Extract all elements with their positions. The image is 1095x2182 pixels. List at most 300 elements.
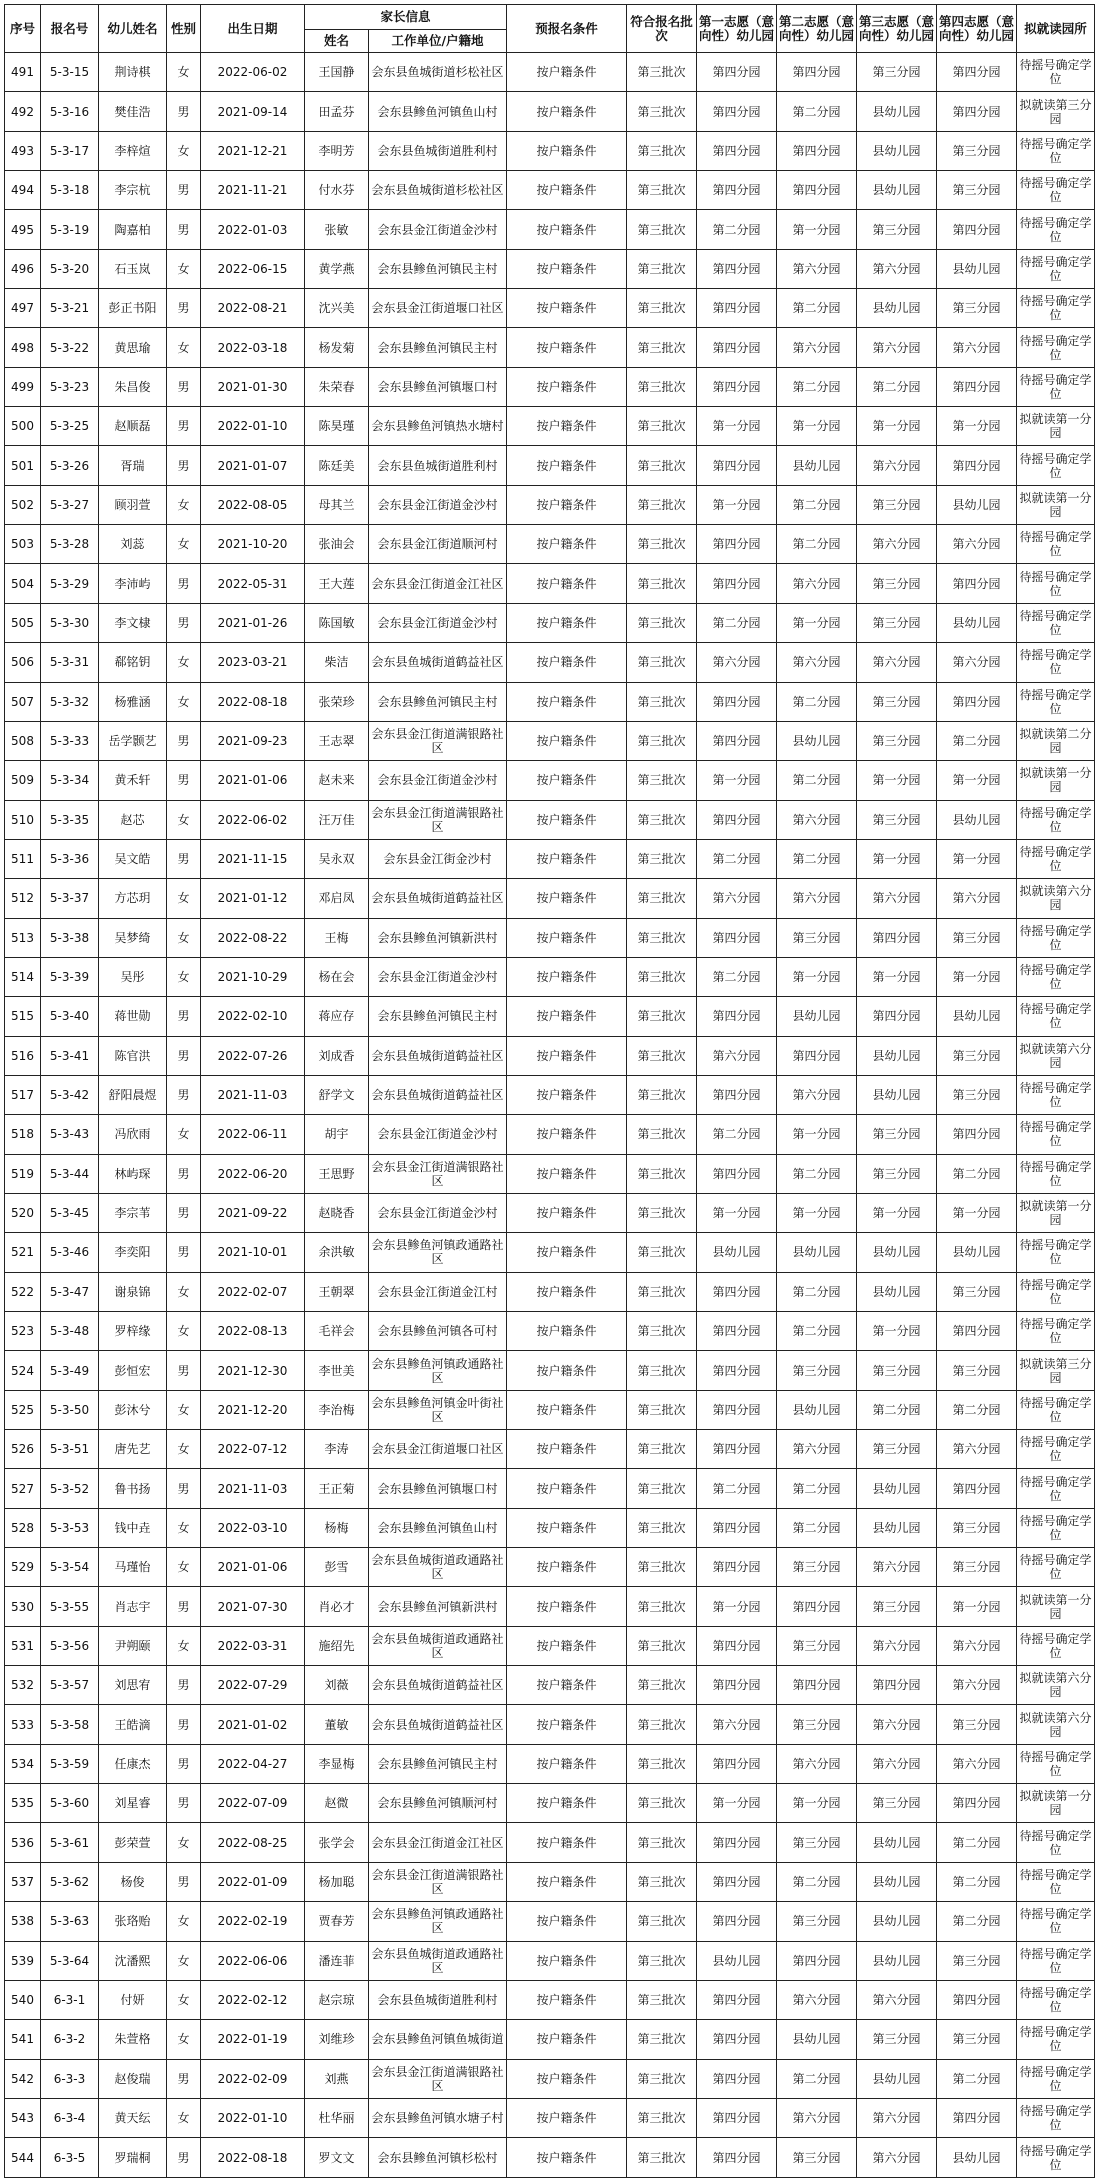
cell-child-name: 黄天纭 (99, 2098, 167, 2137)
cell-choice-2: 第六分园 (777, 1075, 857, 1114)
cell-gender: 男 (167, 407, 201, 446)
cell-choice-1: 第四分园 (697, 1390, 777, 1429)
cell-dob: 2022-01-09 (201, 1862, 305, 1901)
cell-dob: 2021-09-23 (201, 721, 305, 760)
cell-result: 待摇号确定学位 (1017, 2138, 1095, 2178)
cell-choice-2: 第三分园 (777, 1705, 857, 1744)
cell-parent-name: 陈昊瑾 (305, 407, 369, 446)
cell-parent-name: 黄学燕 (305, 249, 369, 288)
cell-result: 待摇号确定学位 (1017, 367, 1095, 406)
cell-result: 拟就读第一分园 (1017, 1784, 1095, 1823)
table-row (5, 1902, 1095, 1941)
cell-seq: 504 (5, 564, 41, 603)
cell-choice-4: 第六分园 (937, 1666, 1017, 1705)
cell-parent-name: 李明芳 (305, 131, 369, 170)
cell-condition: 按户籍条件 (507, 997, 627, 1036)
cell-choice-3: 第一分园 (857, 1193, 937, 1232)
cell-reg-no: 5-3-28 (41, 525, 99, 564)
cell-parent-name: 李涛 (305, 1430, 369, 1469)
cell-parent-addr: 会东县金江街道堰口社区 (369, 289, 507, 328)
cell-child-name: 李文棣 (99, 603, 167, 642)
cell-parent-addr: 会东县鱼城街道鹤益社区 (369, 1705, 507, 1744)
cell-choice-4: 第三分园 (937, 1351, 1017, 1390)
cell-choice-3: 第六分园 (857, 879, 937, 918)
table-row (5, 1469, 1095, 1508)
cell-condition: 按户籍条件 (507, 800, 627, 839)
cell-child-name: 胥瑞 (99, 446, 167, 485)
table-row (5, 1430, 1095, 1469)
cell-choice-2: 第一分园 (777, 957, 857, 996)
cell-reg-no: 5-3-38 (41, 918, 99, 957)
cell-batch: 第三批次 (627, 249, 697, 288)
cell-dob: 2022-08-18 (201, 682, 305, 721)
table-row (5, 564, 1095, 603)
cell-parent-addr: 会东县金江街道金沙村 (369, 603, 507, 642)
cell-dob: 2022-01-19 (201, 2020, 305, 2059)
cell-result: 待摇号确定学位 (1017, 1312, 1095, 1351)
cell-condition: 按户籍条件 (507, 171, 627, 210)
cell-batch: 第三批次 (627, 131, 697, 170)
cell-batch: 第三批次 (627, 210, 697, 249)
cell-dob: 2021-01-12 (201, 879, 305, 918)
cell-choice-4: 第三分园 (937, 171, 1017, 210)
cell-condition: 按户籍条件 (507, 131, 627, 170)
cell-choice-4: 第二分园 (937, 1390, 1017, 1429)
cell-gender: 男 (167, 171, 201, 210)
cell-result: 待摇号确定学位 (1017, 289, 1095, 328)
cell-condition: 按户籍条件 (507, 1115, 627, 1154)
cell-choice-4: 第四分园 (937, 564, 1017, 603)
cell-seq: 526 (5, 1430, 41, 1469)
table-header (5, 5, 1095, 53)
cell-parent-name: 罗文文 (305, 2138, 369, 2178)
cell-result: 待摇号确定学位 (1017, 2059, 1095, 2098)
cell-seq: 508 (5, 721, 41, 760)
cell-seq: 513 (5, 918, 41, 957)
cell-child-name: 荆诗棋 (99, 53, 167, 92)
cell-child-name: 李梓煊 (99, 131, 167, 170)
table-row (5, 1862, 1095, 1901)
cell-choice-2: 第三分园 (777, 918, 857, 957)
table-row (5, 1312, 1095, 1351)
cell-parent-name: 杨梅 (305, 1508, 369, 1547)
cell-gender: 女 (167, 1272, 201, 1311)
cell-result: 拟就读第六分园 (1017, 879, 1095, 918)
cell-dob: 2022-02-12 (201, 1980, 305, 2019)
cell-choice-2: 第二分园 (777, 525, 857, 564)
cell-batch: 第三批次 (627, 53, 697, 92)
cell-reg-no: 5-3-49 (41, 1351, 99, 1390)
cell-gender: 女 (167, 918, 201, 957)
cell-gender: 男 (167, 2059, 201, 2098)
cell-batch: 第三批次 (627, 1508, 697, 1547)
cell-condition: 按户籍条件 (507, 2020, 627, 2059)
cell-choice-1: 第四分园 (697, 1548, 777, 1587)
cell-child-name: 付妍 (99, 1980, 167, 2019)
cell-reg-no: 5-3-31 (41, 643, 99, 682)
cell-dob: 2021-11-21 (201, 171, 305, 210)
cell-dob: 2022-08-25 (201, 1823, 305, 1862)
cell-seq: 538 (5, 1902, 41, 1941)
table-row (5, 1075, 1095, 1114)
cell-result: 待摇号确定学位 (1017, 328, 1095, 367)
cell-parent-addr: 会东县金江街道金沙村 (369, 210, 507, 249)
cell-gender: 女 (167, 1430, 201, 1469)
cell-child-name: 鲁书扬 (99, 1469, 167, 1508)
cell-batch: 第三批次 (627, 603, 697, 642)
cell-gender: 男 (167, 1587, 201, 1626)
table-row (5, 1705, 1095, 1744)
cell-gender: 女 (167, 1626, 201, 1665)
cell-reg-no: 5-3-47 (41, 1272, 99, 1311)
cell-choice-1: 县幼儿园 (697, 1941, 777, 1980)
cell-result: 拟就读第三分园 (1017, 1351, 1095, 1390)
cell-seq: 493 (5, 131, 41, 170)
cell-batch: 第三批次 (627, 525, 697, 564)
table-row (5, 839, 1095, 878)
cell-choice-2: 第二分园 (777, 92, 857, 131)
cell-choice-3: 第六分园 (857, 643, 937, 682)
cell-choice-3: 第六分园 (857, 1548, 937, 1587)
cell-parent-name: 朱荣春 (305, 367, 369, 406)
cell-choice-3: 县幼儿园 (857, 171, 937, 210)
cell-choice-1: 第二分园 (697, 957, 777, 996)
cell-reg-no: 5-3-59 (41, 1744, 99, 1783)
cell-choice-3: 第三分园 (857, 2020, 937, 2059)
cell-batch: 第三批次 (627, 1469, 697, 1508)
table-body (5, 53, 1095, 2178)
cell-choice-2: 第六分园 (777, 564, 857, 603)
cell-gender: 女 (167, 485, 201, 524)
cell-choice-3: 第三分园 (857, 1587, 937, 1626)
cell-choice-3: 县幼儿园 (857, 1862, 937, 1901)
cell-reg-no: 5-3-43 (41, 1115, 99, 1154)
table-row (5, 721, 1095, 760)
cell-reg-no: 5-3-50 (41, 1390, 99, 1429)
cell-seq: 530 (5, 1587, 41, 1626)
cell-choice-4: 第三分园 (937, 1941, 1017, 1980)
cell-choice-3: 县幼儿园 (857, 289, 937, 328)
cell-condition: 按户籍条件 (507, 957, 627, 996)
cell-parent-addr: 会东县鱼城街道鹤益社区 (369, 643, 507, 682)
cell-condition: 按户籍条件 (507, 682, 627, 721)
cell-dob: 2022-03-10 (201, 1508, 305, 1547)
cell-choice-1: 第四分园 (697, 131, 777, 170)
cell-child-name: 李沛屿 (99, 564, 167, 603)
cell-child-name: 彭沐兮 (99, 1390, 167, 1429)
cell-gender: 男 (167, 1154, 201, 1193)
cell-seq: 500 (5, 407, 41, 446)
cell-parent-addr: 会东县金江街道金沙村 (369, 957, 507, 996)
cell-parent-addr: 会东县金江街道金沙村 (369, 485, 507, 524)
cell-choice-3: 第四分园 (857, 918, 937, 957)
cell-dob: 2022-08-18 (201, 2138, 305, 2178)
cell-choice-3: 第三分园 (857, 1784, 937, 1823)
cell-choice-1: 第四分园 (697, 1351, 777, 1390)
cell-result: 拟就读第六分园 (1017, 1036, 1095, 1075)
cell-parent-name: 李治梅 (305, 1390, 369, 1429)
cell-choice-2: 第三分园 (777, 1548, 857, 1587)
table-row (5, 1666, 1095, 1705)
cell-reg-no: 6-3-3 (41, 2059, 99, 2098)
cell-choice-1: 第四分园 (697, 1666, 777, 1705)
cell-parent-addr: 会东县鱼城街道鹤益社区 (369, 879, 507, 918)
cell-choice-2: 第二分园 (777, 1272, 857, 1311)
cell-choice-1: 第一分园 (697, 1193, 777, 1232)
cell-parent-addr: 会东县鱼城街道杉松社区 (369, 53, 507, 92)
cell-dob: 2021-12-30 (201, 1351, 305, 1390)
header-choice-3: 第三志愿（意向性）幼儿园 (857, 5, 937, 53)
cell-reg-no: 6-3-1 (41, 1980, 99, 2019)
cell-gender: 女 (167, 800, 201, 839)
cell-child-name: 朱昌俊 (99, 367, 167, 406)
cell-result: 待摇号确定学位 (1017, 643, 1095, 682)
cell-choice-4: 第四分园 (937, 446, 1017, 485)
cell-choice-4: 第三分园 (937, 289, 1017, 328)
cell-choice-1: 第四分园 (697, 1272, 777, 1311)
table-row (5, 210, 1095, 249)
cell-choice-4: 第三分园 (937, 131, 1017, 170)
cell-reg-no: 5-3-39 (41, 957, 99, 996)
cell-parent-addr: 会东县鱼城街道胜利村 (369, 131, 507, 170)
cell-parent-name: 王大莲 (305, 564, 369, 603)
cell-result: 拟就读第一分园 (1017, 1587, 1095, 1626)
cell-choice-3: 县幼儿园 (857, 2059, 937, 2098)
cell-parent-name: 杜华丽 (305, 2098, 369, 2137)
table-row (5, 2059, 1095, 2098)
cell-choice-4: 第四分园 (937, 1784, 1017, 1823)
table-row (5, 92, 1095, 131)
cell-reg-no: 5-3-54 (41, 1548, 99, 1587)
cell-parent-addr: 会东县鲹鱼河镇政通路社区 (369, 1233, 507, 1272)
cell-dob: 2022-06-20 (201, 1154, 305, 1193)
cell-parent-addr: 会东县金江街道满银路社区 (369, 1154, 507, 1193)
cell-choice-3: 第一分园 (857, 761, 937, 800)
cell-parent-addr: 会东县鱼城街道鹤益社区 (369, 1036, 507, 1075)
cell-seq: 517 (5, 1075, 41, 1114)
cell-gender: 男 (167, 2138, 201, 2178)
cell-seq: 503 (5, 525, 41, 564)
cell-batch: 第三批次 (627, 1036, 697, 1075)
cell-choice-3: 第六分园 (857, 249, 937, 288)
cell-choice-1: 第四分园 (697, 1626, 777, 1665)
cell-choice-1: 第六分园 (697, 1705, 777, 1744)
cell-batch: 第三批次 (627, 1233, 697, 1272)
cell-seq: 497 (5, 289, 41, 328)
cell-parent-name: 王梅 (305, 918, 369, 957)
cell-seq: 506 (5, 643, 41, 682)
cell-reg-no: 5-3-44 (41, 1154, 99, 1193)
cell-seq: 544 (5, 2138, 41, 2178)
cell-condition: 按户籍条件 (507, 289, 627, 328)
table-row (5, 1548, 1095, 1587)
table-row (5, 643, 1095, 682)
cell-reg-no: 6-3-4 (41, 2098, 99, 2137)
cell-dob: 2021-01-07 (201, 446, 305, 485)
cell-choice-2: 县幼儿园 (777, 721, 857, 760)
cell-dob: 2022-03-18 (201, 328, 305, 367)
cell-choice-1: 第四分园 (697, 682, 777, 721)
cell-choice-2: 第一分园 (777, 1193, 857, 1232)
cell-parent-addr: 会东县金江街金沙村 (369, 839, 507, 878)
cell-dob: 2021-01-06 (201, 1548, 305, 1587)
cell-seq: 494 (5, 171, 41, 210)
cell-choice-2: 第六分园 (777, 800, 857, 839)
cell-condition: 按户籍条件 (507, 2059, 627, 2098)
cell-choice-2: 第二分园 (777, 1508, 857, 1547)
cell-choice-2: 第二分园 (777, 682, 857, 721)
cell-result: 待摇号确定学位 (1017, 1154, 1095, 1193)
cell-batch: 第三批次 (627, 328, 697, 367)
cell-batch: 第三批次 (627, 1705, 697, 1744)
cell-choice-4: 第二分园 (937, 1902, 1017, 1941)
cell-gender: 女 (167, 2020, 201, 2059)
cell-batch: 第三批次 (627, 721, 697, 760)
cell-choice-2: 第三分园 (777, 2138, 857, 2178)
cell-choice-2: 县幼儿园 (777, 446, 857, 485)
cell-choice-4: 第四分园 (937, 2098, 1017, 2137)
cell-seq: 510 (5, 800, 41, 839)
cell-choice-2: 第六分园 (777, 879, 857, 918)
cell-child-name: 罗瑞桐 (99, 2138, 167, 2178)
cell-choice-4: 第六分园 (937, 1626, 1017, 1665)
cell-parent-addr: 会东县鲹鱼河镇鱼山村 (369, 1508, 507, 1547)
cell-batch: 第三批次 (627, 2138, 697, 2178)
cell-choice-3: 第二分园 (857, 367, 937, 406)
cell-child-name: 黄思瑜 (99, 328, 167, 367)
cell-child-name: 肖志宇 (99, 1587, 167, 1626)
cell-choice-3: 第三分园 (857, 210, 937, 249)
cell-choice-2: 第三分园 (777, 1823, 857, 1862)
cell-result: 待摇号确定学位 (1017, 1744, 1095, 1783)
cell-choice-3: 第六分园 (857, 328, 937, 367)
header-parent-name: 姓名 (305, 30, 369, 53)
cell-dob: 2021-10-01 (201, 1233, 305, 1272)
cell-gender: 女 (167, 1941, 201, 1980)
cell-parent-name: 王志翠 (305, 721, 369, 760)
cell-batch: 第三批次 (627, 564, 697, 603)
cell-child-name: 舒阳晨煜 (99, 1075, 167, 1114)
cell-seq: 511 (5, 839, 41, 878)
cell-parent-name: 赵宗琼 (305, 1980, 369, 2019)
cell-parent-name: 彭雪 (305, 1548, 369, 1587)
cell-choice-4: 第四分园 (937, 1115, 1017, 1154)
cell-gender: 男 (167, 1862, 201, 1901)
cell-choice-3: 县幼儿园 (857, 1902, 937, 1941)
cell-batch: 第三批次 (627, 839, 697, 878)
cell-result: 待摇号确定学位 (1017, 839, 1095, 878)
cell-choice-3: 第三分园 (857, 800, 937, 839)
cell-choice-2: 第六分园 (777, 2098, 857, 2137)
cell-choice-4: 第三分园 (937, 1272, 1017, 1311)
cell-batch: 第三批次 (627, 1351, 697, 1390)
cell-seq: 533 (5, 1705, 41, 1744)
cell-choice-4: 第一分园 (937, 1587, 1017, 1626)
cell-parent-name: 施绍先 (305, 1626, 369, 1665)
cell-parent-name: 蒋应存 (305, 997, 369, 1036)
cell-child-name: 朱萱格 (99, 2020, 167, 2059)
cell-dob: 2022-06-02 (201, 53, 305, 92)
cell-reg-no: 5-3-22 (41, 328, 99, 367)
cell-choice-3: 县幼儿园 (857, 1508, 937, 1547)
table-row (5, 249, 1095, 288)
cell-reg-no: 5-3-25 (41, 407, 99, 446)
cell-batch: 第三批次 (627, 1784, 697, 1823)
cell-choice-3: 第三分园 (857, 721, 937, 760)
cell-gender: 女 (167, 249, 201, 288)
cell-choice-2: 第二分园 (777, 1862, 857, 1901)
cell-parent-addr: 会东县金江街道满银路社区 (369, 1862, 507, 1901)
cell-gender: 男 (167, 92, 201, 131)
cell-choice-1: 第四分园 (697, 171, 777, 210)
cell-gender: 女 (167, 879, 201, 918)
cell-gender: 女 (167, 1115, 201, 1154)
cell-dob: 2022-07-09 (201, 1784, 305, 1823)
cell-choice-4: 第二分园 (937, 2059, 1017, 2098)
table-row (5, 171, 1095, 210)
cell-choice-2: 第六分园 (777, 1980, 857, 2019)
cell-choice-1: 第四分园 (697, 446, 777, 485)
cell-parent-addr: 会东县鲹鱼河镇金叶街社区 (369, 1390, 507, 1429)
cell-dob: 2022-08-22 (201, 918, 305, 957)
cell-child-name: 赵芯 (99, 800, 167, 839)
cell-parent-name: 杨发菊 (305, 328, 369, 367)
cell-child-name: 钱中垚 (99, 1508, 167, 1547)
cell-choice-4: 第六分园 (937, 525, 1017, 564)
cell-reg-no: 5-3-21 (41, 289, 99, 328)
cell-condition: 按户籍条件 (507, 1823, 627, 1862)
cell-result: 待摇号确定学位 (1017, 446, 1095, 485)
cell-batch: 第三批次 (627, 1272, 697, 1311)
cell-parent-name: 李显梅 (305, 1744, 369, 1783)
table-row (5, 289, 1095, 328)
cell-seq: 499 (5, 367, 41, 406)
table-row (5, 1193, 1095, 1232)
cell-dob: 2022-03-31 (201, 1626, 305, 1665)
table-row (5, 1587, 1095, 1626)
cell-parent-addr: 会东县金江街道金江社区 (369, 564, 507, 603)
cell-parent-name: 王正菊 (305, 1469, 369, 1508)
cell-choice-3: 第三分园 (857, 603, 937, 642)
cell-batch: 第三批次 (627, 1744, 697, 1783)
cell-dob: 2021-09-22 (201, 1193, 305, 1232)
cell-choice-2: 第二分园 (777, 1154, 857, 1193)
cell-choice-1: 县幼儿园 (697, 1233, 777, 1272)
cell-batch: 第三批次 (627, 367, 697, 406)
cell-choice-3: 第四分园 (857, 1666, 937, 1705)
cell-choice-2: 第二分园 (777, 367, 857, 406)
cell-choice-1: 第四分园 (697, 1154, 777, 1193)
cell-batch: 第三批次 (627, 1548, 697, 1587)
cell-reg-no: 5-3-35 (41, 800, 99, 839)
cell-result: 待摇号确定学位 (1017, 2098, 1095, 2137)
cell-batch: 第三批次 (627, 997, 697, 1036)
table-row (5, 367, 1095, 406)
cell-choice-1: 第四分园 (697, 1980, 777, 2019)
cell-choice-4: 县幼儿园 (937, 2138, 1017, 2178)
cell-choice-4: 第二分园 (937, 721, 1017, 760)
header-choice-4: 第四志愿（意向性）幼儿园 (937, 5, 1017, 53)
header-parent-addr: 工作单位/户籍地 (369, 30, 507, 53)
cell-gender: 男 (167, 564, 201, 603)
cell-gender: 女 (167, 1902, 201, 1941)
cell-choice-2: 第二分园 (777, 761, 857, 800)
cell-dob: 2021-12-20 (201, 1390, 305, 1429)
cell-dob: 2021-11-15 (201, 839, 305, 878)
cell-dob: 2022-06-11 (201, 1115, 305, 1154)
cell-result: 待摇号确定学位 (1017, 1233, 1095, 1272)
cell-gender: 女 (167, 53, 201, 92)
